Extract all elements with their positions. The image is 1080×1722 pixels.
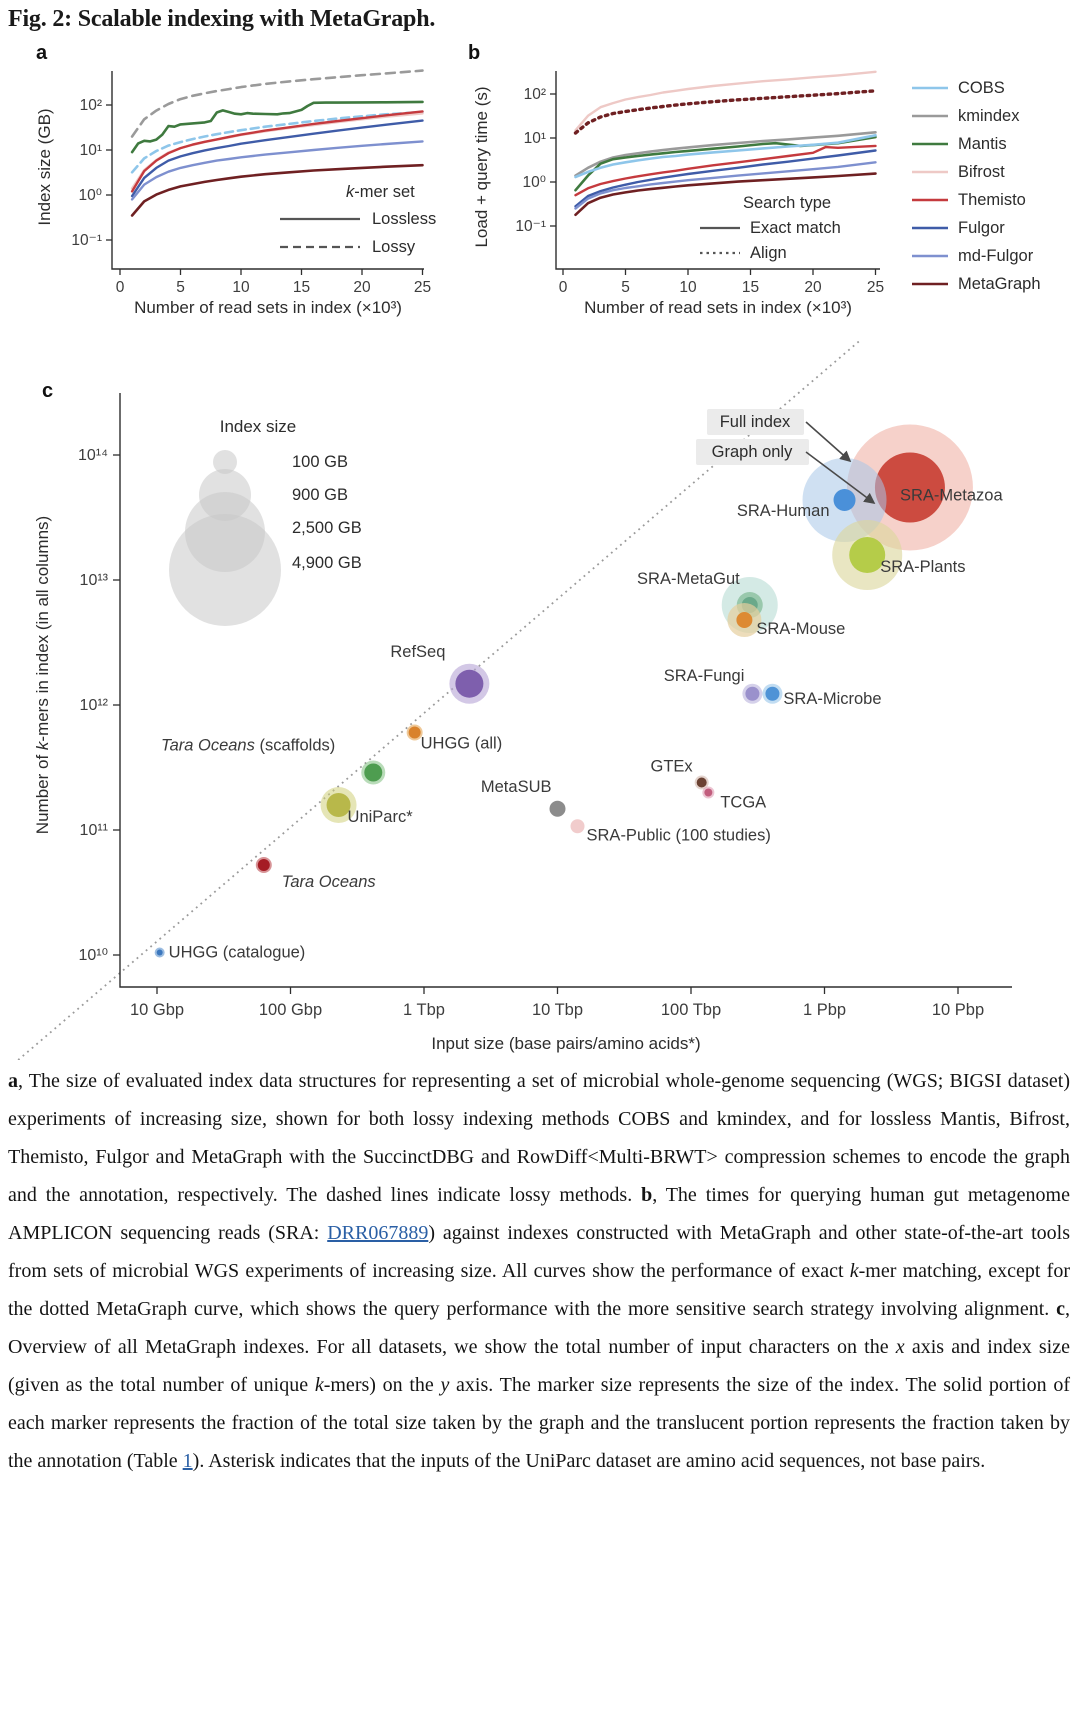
panel-letter-a: a: [36, 42, 48, 64]
bubble-circle: [571, 819, 585, 833]
page: [0, 6, 1080, 1480]
tool-legend-label: COBS: [958, 79, 1005, 97]
y-tick-label: 10⁻¹: [515, 218, 546, 235]
bubble-label: Tara Oceans (scaffolds): [161, 736, 336, 755]
bubble-circle: [455, 670, 483, 698]
caption-text: , The times for querying human gut metagenome AMPLICON sequencing reads (SRA:: [8, 1184, 1070, 1244]
y-tick-label: 10⁰: [522, 174, 546, 191]
y-tick-label: 10¹³: [79, 572, 108, 589]
size-legend-title: Index size: [219, 417, 297, 436]
bubble-sra-fungi: [742, 684, 762, 704]
size-legend-label: 900 GB: [292, 486, 348, 504]
caption-text: -mer matching, except for the dotted MetaGraph curve, which shows the query performance with the more sensitive search strategy involving alignment.: [8, 1260, 1070, 1320]
tool-legend-label: Bifrost: [958, 163, 1005, 181]
bubble-tara-oceans: [256, 857, 272, 873]
x-tick-label: 25: [866, 279, 885, 296]
panel-letter-c: c: [42, 380, 54, 402]
y-tick-label: 10²: [79, 97, 102, 114]
x-tick-label: 15: [741, 279, 760, 296]
size-legend-label: 4,900 GB: [292, 554, 362, 572]
x-tick-label: 10: [679, 279, 697, 296]
tool-legend-label: kmindex: [958, 107, 1020, 125]
bubble-circle: [409, 727, 421, 739]
bubble-circle: [834, 489, 856, 511]
legend-entry-label: Align: [750, 244, 787, 262]
bubble-label: UHGG (catalogue): [168, 943, 306, 962]
x-axis-title: Number of read sets in index (×10³): [584, 298, 852, 317]
bubble-sra-microbe: [762, 684, 782, 704]
bubble-uhgg-catalogue-: [155, 948, 165, 958]
x-tick-label: 5: [621, 279, 630, 296]
y-axis-title: Index size (GB): [35, 108, 54, 226]
x-axis-title: Input size (base pairs/amino acids*): [431, 1034, 701, 1053]
figure-canvas: [0, 35, 1080, 1060]
bubble-label: SRA-Microbe: [783, 689, 882, 708]
bubble-label: SRA-Plants: [880, 558, 966, 576]
bubble-label: SRA-Mouse: [756, 620, 846, 638]
caption-panel-letter: c: [1056, 1298, 1065, 1320]
panel-a: [35, 42, 436, 317]
panel-letter-b: b: [468, 42, 481, 64]
x-tick-label: 100 Gbp: [258, 1001, 323, 1019]
bubble-label: MetaSUB: [480, 777, 552, 796]
y-tick-label: 10¹²: [79, 697, 108, 714]
caption-italic-term: x: [895, 1336, 905, 1358]
x-tick-label: 20: [353, 279, 371, 296]
series-line-themisto: [132, 111, 422, 191]
annotation-arrow: [806, 422, 850, 461]
legend-title: Search type: [743, 194, 832, 212]
caption-italic-term: y: [440, 1374, 450, 1396]
x-tick-label: 1 Tbp: [403, 1001, 445, 1019]
y-tick-label: 10¹⁰: [78, 947, 108, 964]
table-1-link[interactable]: 1: [182, 1450, 193, 1472]
bubble-label: SRA-Public (100 studies): [586, 826, 771, 845]
bubble-label: SRA-Metazoa: [899, 486, 1003, 505]
bubble-label: UHGG (all): [420, 734, 503, 753]
bubble-circle: [736, 612, 752, 628]
bubble-circle: [704, 789, 712, 797]
x-tick-label: 15: [292, 279, 311, 296]
bubble-label: SRA-Human: [736, 502, 830, 520]
y-tick-label: 10⁰: [78, 187, 102, 204]
caption-italic-term: k: [314, 1374, 324, 1396]
x-tick-label: 10: [232, 279, 250, 296]
bubble-tara-oceans-scaffolds-: [361, 761, 385, 785]
bubble-label: TCGA: [720, 793, 767, 812]
bubble-label: Tara Oceans: [281, 873, 376, 891]
tool-legend-label: md-Fulgor: [958, 247, 1034, 265]
tool-legend-label: Fulgor: [958, 219, 1005, 237]
size-legend-circle: [169, 514, 281, 626]
caption-text: axis and index size (given as the total number of unique: [8, 1336, 1070, 1396]
sra-accession-link[interactable]: DRR067889: [327, 1222, 429, 1244]
annotation-label: Graph only: [711, 443, 793, 461]
x-tick-label: 25: [413, 279, 432, 296]
y-tick-label: 10¹: [523, 130, 546, 147]
bubble-circle: [745, 687, 759, 701]
x-tick-label: 1 Pbp: [802, 1001, 847, 1019]
bubble-label: UniParc*: [347, 808, 413, 826]
legend-entry-label: Lossless: [372, 210, 437, 228]
y-tick-label: 10²: [523, 86, 546, 103]
x-tick-label: 10 Tbp: [531, 1001, 584, 1019]
x-tick-label: 10 Gbp: [129, 1001, 185, 1019]
x-tick-label: 0: [558, 279, 568, 296]
y-tick-label: 10¹⁴: [78, 447, 108, 464]
x-tick-label: 10 Pbp: [931, 1001, 985, 1019]
bubble-refseq: [449, 664, 489, 704]
caption-text: , The size of evaluated index data structures for representing a set of microbial whole-genome sequencing (WGS; BIGSI dataset) experiments of increasing size, shown for both lossy indexing methods COBS and kmindex, and for lossless Mantis, Bifrost, Themisto, Fulgor and MetaGraph with the SuccinctDBG and RowDiff<Multi-BRWT> compression schemes to encode the graph and the annotation, respectively. The dashed lines indicate lossy methods.: [8, 1070, 1070, 1206]
y-axis-title: Number of k-mers in index (in all columns): [33, 515, 52, 835]
caption-panel-letter: b: [641, 1184, 653, 1206]
tool-legend-label: Mantis: [958, 135, 1007, 153]
bubble-circle: [765, 687, 779, 701]
caption-text: ) against indexes constructed with MetaGraph and other state-of-the-art tools from sets of microbial WGS experiments of increasing size. All curves show the performance of exact: [8, 1222, 1070, 1282]
series-line-metagraph-align-: [576, 91, 876, 133]
bubble-label: RefSeq: [390, 642, 446, 661]
size-legend-label: 100 GB: [292, 453, 348, 471]
tool-legend-label: MetaGraph: [958, 275, 1041, 293]
bubble-tcga: [702, 787, 714, 799]
bubble-sra-plants: [832, 520, 902, 590]
x-tick-label: 100 Tbp: [660, 1001, 722, 1019]
bubble-circle: [697, 778, 707, 788]
tool-legend-label: Themisto: [958, 191, 1026, 209]
figure-caption: [8, 1062, 1070, 1480]
bubble-label: GTEx: [650, 757, 693, 776]
size-legend-label: 2,500 GB: [292, 519, 362, 537]
legend-entry-label: Lossy: [372, 238, 416, 256]
x-tick-label: 20: [804, 279, 822, 296]
bubble-circle: [258, 859, 270, 871]
x-tick-label: 0: [115, 279, 125, 296]
bubble-label: SRA-Fungi: [663, 666, 745, 685]
caption-italic-term: k: [849, 1260, 859, 1282]
x-tick-label: 5: [176, 279, 185, 296]
bubble-label: SRA-MetaGut: [637, 570, 740, 588]
series-line-cobs: [132, 112, 422, 172]
legend-entry-label: Exact match: [750, 219, 841, 237]
caption-text: -mers) on the: [323, 1374, 441, 1396]
caption-panel-letter: a: [8, 1070, 18, 1092]
bubble-circle: [550, 801, 566, 817]
annotation-label: Full index: [719, 413, 791, 431]
y-tick-label: 10⁻¹: [71, 232, 102, 249]
bubble-metasub: [550, 801, 566, 817]
panel-c: [18, 340, 1012, 1060]
caption-text: ). Asterisk indicates that the inputs of the UniParc dataset are amino acid sequences, not base pairs.: [192, 1450, 986, 1472]
caption-text: axis. The marker size represents the size of the index. The solid portion of each marker represents the fraction of the total size taken by the graph and the translucent portion represents the fraction taken by the annotation (Table: [8, 1374, 1070, 1472]
figure-title: Fig. 2: Scalable indexing with MetaGraph.: [8, 6, 436, 32]
y-tick-label: 10¹: [79, 142, 102, 159]
y-tick-label: 10¹¹: [79, 822, 108, 839]
y-axis-title: Load + query time (s): [472, 86, 491, 248]
bubble-sra-public-100-studies-: [571, 819, 585, 833]
caption-text: , Overview of all MetaGraph indexes. For all datasets, we show the total number of input characters on the: [8, 1298, 1070, 1358]
x-axis-title: Number of read sets in index (×10³): [134, 298, 402, 317]
legend-title: k-mer set: [346, 183, 415, 201]
bubble-circle: [364, 764, 382, 782]
panel-b: [468, 42, 1041, 317]
bubble-circle: [157, 950, 163, 956]
